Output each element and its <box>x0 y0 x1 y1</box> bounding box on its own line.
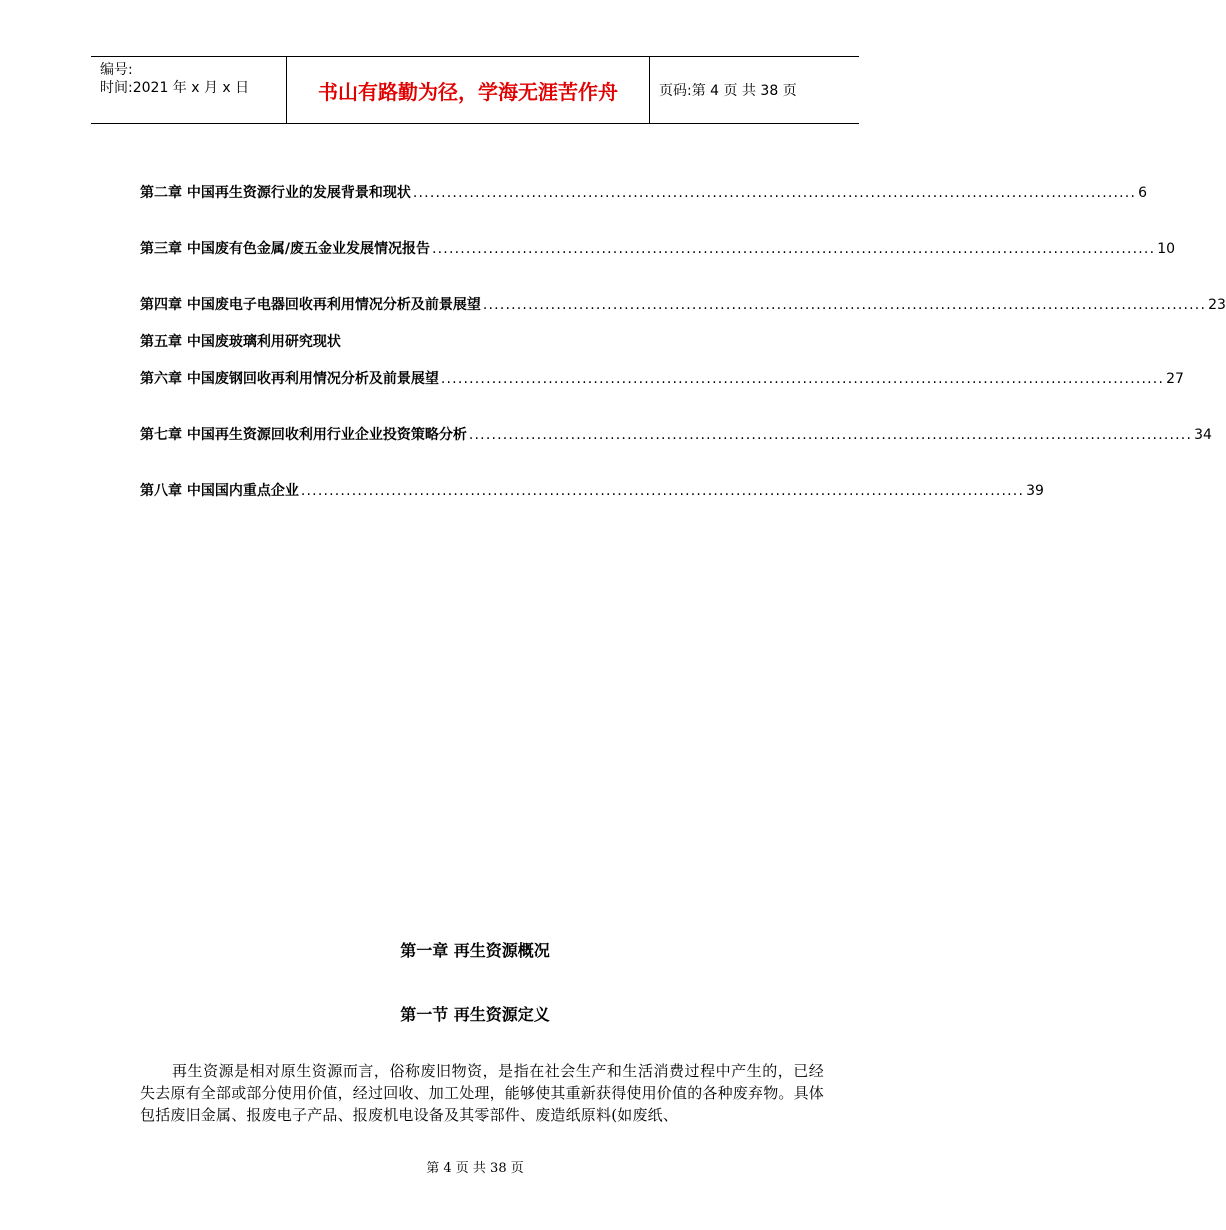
toc-page: 39 <box>1026 483 1044 499</box>
page-footer: 第 4 页 共 38 页 <box>426 1161 524 1176</box>
toc-leader: ................................................................................................................................ <box>468 427 1193 443</box>
toc-title: 第三章 中国废有色金属/废五金业发展情况报告 <box>140 241 430 257</box>
toc-leader: ................................................................................................................................ <box>432 241 1156 257</box>
toc-title: 第六章 中国废钢回收再利用情况分析及前景展望 <box>140 371 439 387</box>
chapter-heading: 第一章 再生资源概况 <box>400 941 550 960</box>
toc-leader: ................................................................................................................................ <box>300 483 1025 499</box>
toc-title: 第五章 中国废玻璃利用研究现状 <box>140 334 341 350</box>
toc-entry[interactable] <box>140 182 1148 202</box>
number-label: 编号: <box>100 62 133 78</box>
toc-entry[interactable] <box>140 331 784 351</box>
toc-entry[interactable] <box>140 424 1212 444</box>
toc-title: 第二章 中国再生资源行业的发展背景和现状 <box>140 185 411 201</box>
toc-entry[interactable] <box>140 294 1226 314</box>
header-page-info: 页码:第 4 页 共 38 页 <box>659 83 797 99</box>
toc-page: 6 <box>1138 185 1148 201</box>
section-heading: 第一节 再生资源定义 <box>400 1005 550 1024</box>
header-meta <box>91 57 287 123</box>
toc-title: 第四章 中国废电子电器回收再利用情况分析及前景展望 <box>140 297 481 313</box>
body-paragraph: 再生资源是相对原生资源而言，俗称废旧物资，是指在社会生产和生活消费过程中产生的，已经失去原有全部或部分使用价值，经过回收、加工处理，能够使其重新获得使用价值的各种废弃物。具体包括废旧金属、报废电子产品、报废机电设备及其零部件、废造纸原料(如废纸、 <box>140 1062 825 1124</box>
toc-page: 10 <box>1157 241 1176 257</box>
toc-entry[interactable] <box>140 238 1176 258</box>
time-label: 时间:2021 年 x 月 x 日 <box>100 80 250 96</box>
toc-entry[interactable] <box>140 368 1184 388</box>
toc-title: 第七章 中国再生资源回收利用行业企业投资策略分析 <box>140 427 467 443</box>
header-motto: 书山有路勤为径，学海无涯苦作舟 <box>287 57 650 123</box>
toc-page: 27 <box>1166 371 1184 387</box>
toc-title: 第八章 中国国内重点企业 <box>140 483 299 499</box>
toc-leader: ................................................................................................................................ <box>440 371 1165 387</box>
toc-leader: ................................................................................................................................ <box>482 297 1207 313</box>
toc-page: 23 <box>1208 297 1226 313</box>
page-header <box>91 56 859 124</box>
toc-entry[interactable] <box>140 480 1044 500</box>
toc-page: 34 <box>1194 427 1212 443</box>
toc-leader: ................................................................................................................................ <box>412 185 1137 201</box>
